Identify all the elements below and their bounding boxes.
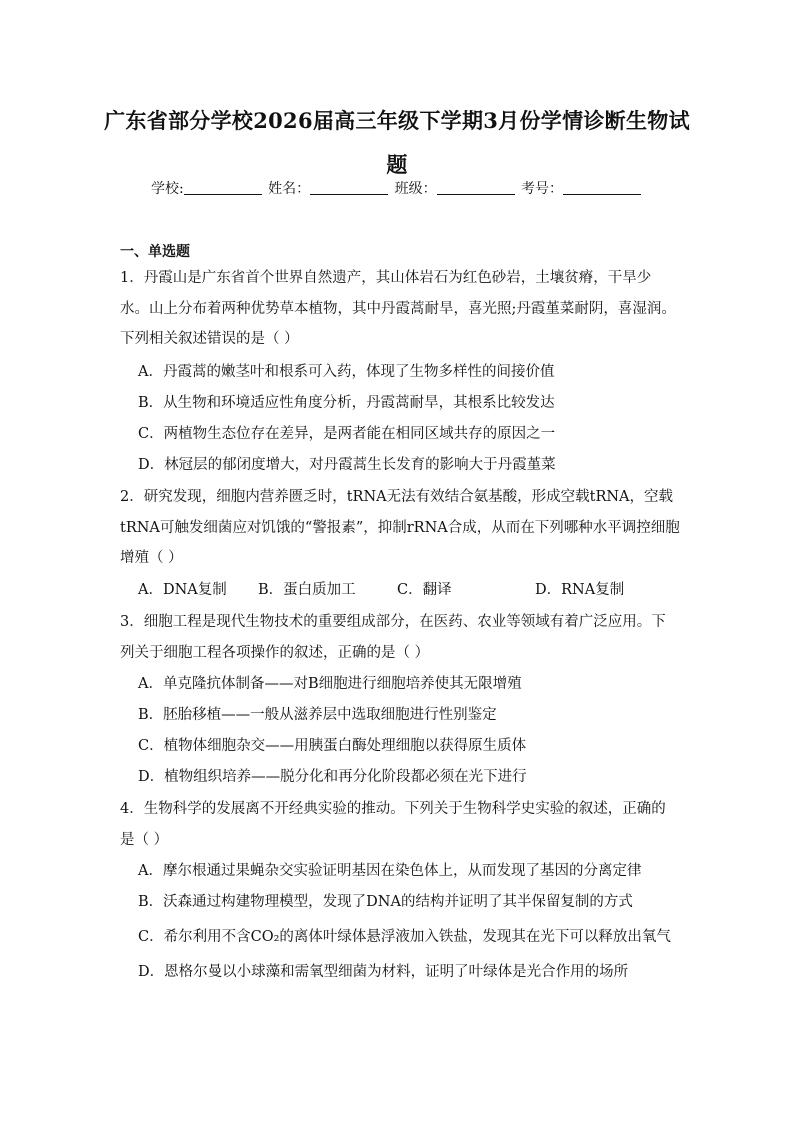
name-label: 姓名： xyxy=(268,181,311,197)
question-4-stem: 4．生物科学的发展离不开经典实验的推动。下列关于生物科学史实验的叙述，正确的是（ ） xyxy=(120,801,666,848)
name-blank xyxy=(310,180,388,195)
question-4-option-b: B．沃森通过构建物理模型，发现了DNA的结构并证明了其半保留复制的方式 xyxy=(138,894,633,910)
question-2-stem: 2．研究发现，细胞内营养匮乏时，tRNA无法有效结合氨基酸，形成空载tRNA，空载tRNA可触发细菌应对饥饿的“警报素”，抑制rRNA合成，从而在下列哪种水平调控细胞增殖（ ） xyxy=(120,489,680,566)
student-info-line xyxy=(0,178,794,200)
question-3-option-b: B．胚胎移植——一般从滋养层中选取细胞进行性别鉴定 xyxy=(138,707,497,723)
question-1-option-d: D．林冠层的郁闭度增大，对丹霞蒿生长发育的影响大于丹霞堇菜 xyxy=(138,457,556,473)
section-heading: 一、单选题 xyxy=(120,244,190,260)
question-3-option-d: D．植物组织培养——脱分化和再分化阶段都必须在光下进行 xyxy=(138,769,527,785)
question-1-option-c: C．两植物生态位存在差异，是两者能在相同区域共存的原因之一 xyxy=(138,426,556,442)
question-4-option-a: A．摩尔根通过果蝇杂交实验证明基因在染色体上，从而发现了基因的分离定律 xyxy=(138,863,642,879)
question-1-option-b: B．从生物和环境适应性角度分析，丹霞蒿耐旱，其根系比较发达 xyxy=(138,395,555,411)
question-2-option-a: A．DNA复制 xyxy=(138,582,227,598)
question-2-option-d: D．RNA复制 xyxy=(535,582,625,598)
school-blank xyxy=(184,180,262,195)
question-2-option-b: B．蛋白质加工 xyxy=(258,582,356,598)
school-label: 学校: xyxy=(150,181,184,197)
question-1-stem: 1．丹霞山是广东省首个世界自然遗产，其山体岩石为红色砂岩，土壤贫瘠，干旱少水。山上分布着两种优势草本植物，其中丹霞蒿耐旱，喜光照;丹霞堇菜耐阴，喜湿润。下列相关叙述错误的是（ ） xyxy=(120,270,676,347)
question-3-option-a: A．单克隆抗体制备——对B细胞进行细胞培养使其无限增殖 xyxy=(138,676,522,692)
question-3-stem: 3．细胞工程是现代生物技术的重要组成部分，在医药、农业等领域有着广泛应用。下列关于细胞工程各项操作的叙述，正确的是（ ） xyxy=(120,614,666,661)
question-2-option-c: C．翻译 xyxy=(397,582,452,598)
question-4-option-d: D．恩格尔曼以小球藻和需氧型细菌为材料，证明了叶绿体是光合作用的场所 xyxy=(138,964,629,980)
question-4-option-c: C．希尔利用不含CO₂的离体叶绿体悬浮液加入铁盐，发现其在光下可以释放出氧气 xyxy=(138,929,671,945)
question-1-option-a: A．丹霞蒿的嫩茎叶和根系可入药，体现了生物多样性的间接价值 xyxy=(138,364,555,380)
page-title: 广东省部分学校2026届高三年级下学期3月份学情诊断生物试题 xyxy=(104,108,690,177)
number-blank xyxy=(563,180,641,195)
class-blank xyxy=(437,180,515,195)
number-label: 考号： xyxy=(521,181,564,197)
question-3-option-c: C．植物体细胞杂交——用胰蛋白酶处理细胞以获得原生质体 xyxy=(138,738,527,754)
class-label: 班级： xyxy=(394,181,437,197)
